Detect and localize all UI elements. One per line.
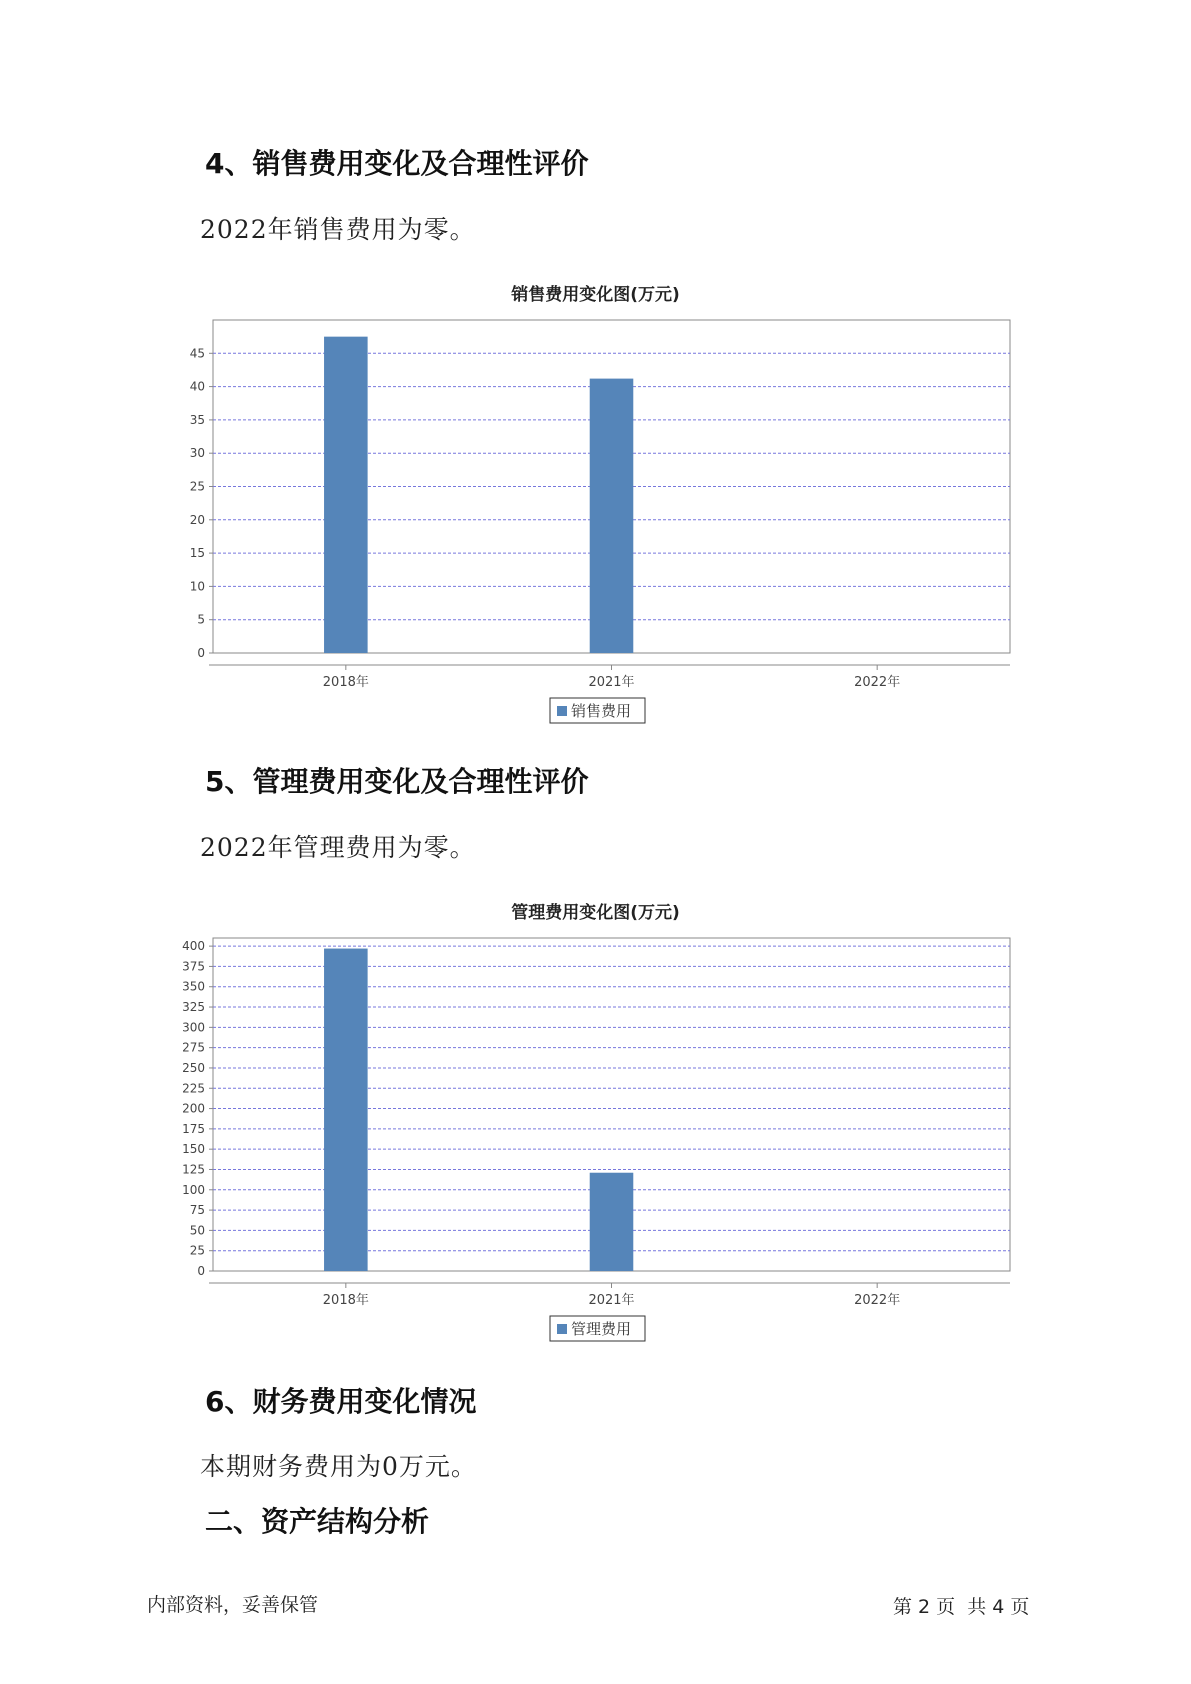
x-tick-label: 2018年 xyxy=(322,1293,369,1308)
bar-2018年 xyxy=(324,337,368,653)
section-text-4: 2022年销售费用为零。 xyxy=(200,215,476,244)
x-tick-label: 2022年 xyxy=(854,675,901,690)
y-tick-label: 350 xyxy=(182,979,205,994)
admin-expense-chart xyxy=(170,928,1020,1348)
y-tick-label: 0 xyxy=(197,1264,205,1278)
y-tick-label: 50 xyxy=(189,1223,205,1238)
y-tick-label: 20 xyxy=(189,512,205,527)
chart-title-admin: 管理费用变化图(万元) xyxy=(511,903,680,923)
y-tick-label: 250 xyxy=(182,1060,205,1075)
bar-2018年 xyxy=(324,949,368,1271)
y-tick-label: 25 xyxy=(189,1243,205,1258)
y-tick-label: 40 xyxy=(189,379,205,394)
y-tick-label: 75 xyxy=(189,1203,205,1218)
footer-confidential: 内部资料，妥善保管 xyxy=(147,1594,319,1616)
footer-page-number: 第 2 页 共 4 页 xyxy=(893,1596,1030,1618)
bar-2021年 xyxy=(590,379,634,653)
section-heading-asset-structure: 二、资产结构分析 xyxy=(205,1505,430,1538)
y-tick-label: 175 xyxy=(182,1121,205,1136)
y-tick-label: 150 xyxy=(182,1142,205,1157)
y-tick-label: 10 xyxy=(189,579,205,594)
y-tick-label: 275 xyxy=(182,1040,205,1055)
legend-swatch xyxy=(557,1324,567,1334)
legend xyxy=(550,1316,645,1341)
section-text-6: 本期财务费用为0万元。 xyxy=(200,1452,477,1481)
x-tick-label: 2022年 xyxy=(854,1293,901,1308)
y-tick-label: 300 xyxy=(182,1020,205,1035)
section-heading-4: 4、销售费用变化及合理性评价 xyxy=(205,147,589,180)
y-tick-label: 225 xyxy=(182,1081,205,1096)
x-tick-label: 2018年 xyxy=(322,675,369,690)
y-tick-label: 200 xyxy=(182,1101,205,1116)
legend-label: 销售费用 xyxy=(571,702,632,720)
y-tick-label: 30 xyxy=(189,446,205,461)
legend xyxy=(550,698,645,723)
legend-label: 管理费用 xyxy=(571,1320,632,1338)
y-tick-label: 45 xyxy=(189,346,205,361)
y-tick-label: 375 xyxy=(182,959,205,974)
x-tick-label: 2021年 xyxy=(588,1293,635,1308)
section-text-5: 2022年管理费用为零。 xyxy=(200,833,476,862)
y-tick-label: 0 xyxy=(197,646,205,660)
y-tick-label: 125 xyxy=(182,1162,205,1177)
x-tick-label: 2021年 xyxy=(588,675,635,690)
chart-title-sales: 销售费用变化图(万元) xyxy=(511,285,680,305)
y-tick-label: 5 xyxy=(197,612,205,627)
y-tick-label: 35 xyxy=(189,412,205,427)
y-tick-label: 25 xyxy=(189,479,205,494)
y-tick-label: 15 xyxy=(189,546,205,561)
sales-expense-chart xyxy=(170,310,1020,730)
section-heading-6: 6、财务费用变化情况 xyxy=(205,1385,477,1418)
y-tick-label: 100 xyxy=(182,1182,205,1197)
y-tick-label: 325 xyxy=(182,1000,205,1015)
bar-2021年 xyxy=(590,1173,634,1271)
section-heading-5: 5、管理费用变化及合理性评价 xyxy=(205,765,589,798)
legend-swatch xyxy=(557,706,567,716)
y-tick-label: 400 xyxy=(182,939,205,954)
